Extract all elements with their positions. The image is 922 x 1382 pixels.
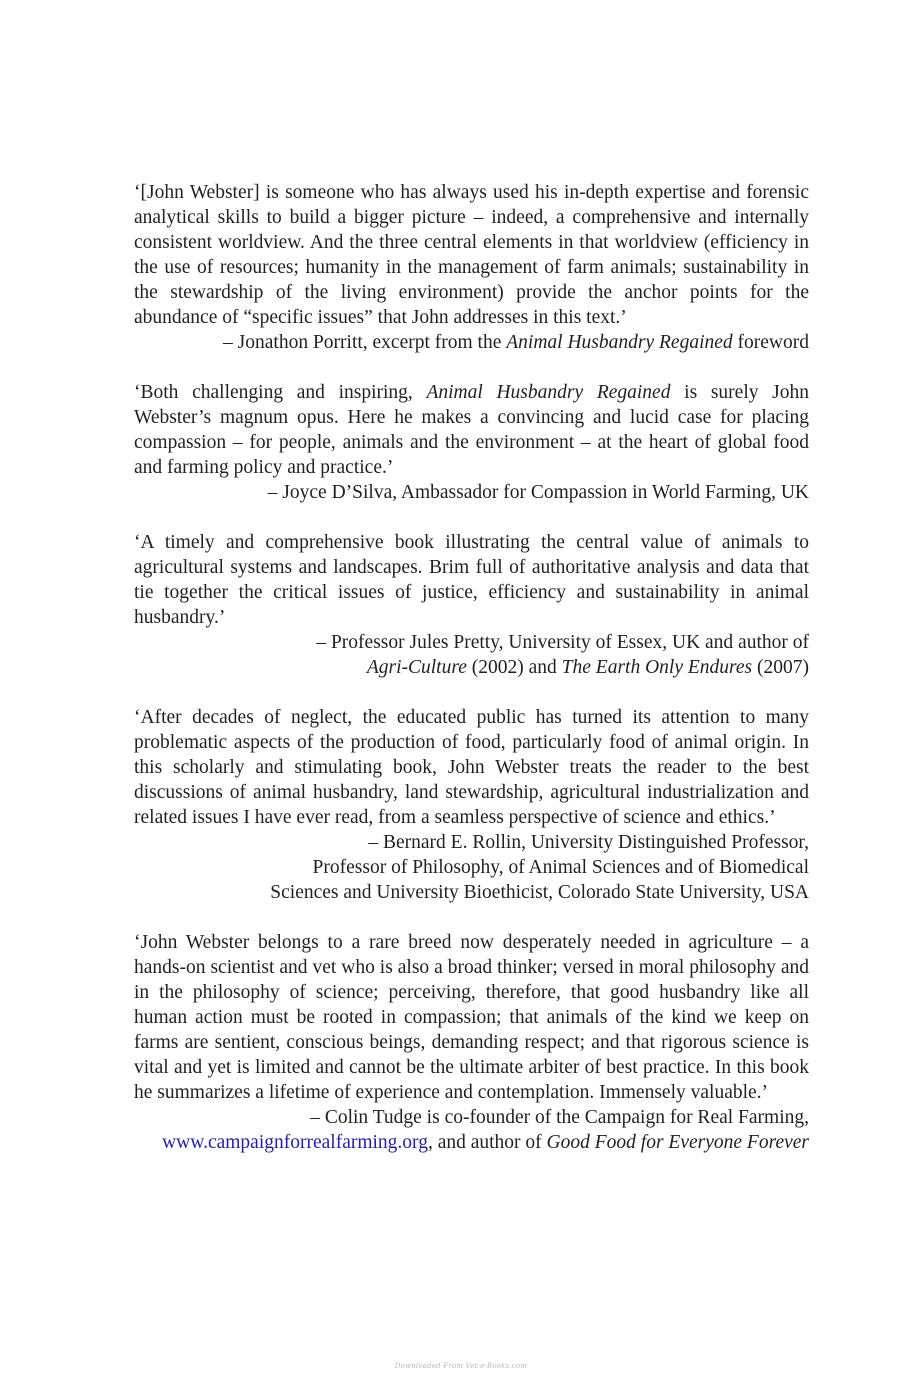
- attribution-text: (2002) and: [466, 657, 562, 678]
- attribution-text: (2007): [752, 657, 809, 678]
- endorsement-attribution: – Joyce D’Silva, Ambassador for Compassion in World Farming, UK: [267, 482, 809, 503]
- quote-text: ‘Both challenging and inspiring,: [134, 382, 427, 403]
- attribution-text: , and author of: [427, 1132, 547, 1153]
- book-title: The Earth Only Endures: [561, 657, 753, 678]
- endorsement-attribution: Professor of Philosophy, of Animal Sciences and of Biomedical: [312, 857, 809, 878]
- endorsement-attribution: – Professor Jules Pretty, University of Essex, UK and author of: [316, 632, 809, 653]
- endorsement-attribution: [134, 1130, 809, 1155]
- endorsement-attribution: – Bernard E. Rollin, University Distinguished Professor,: [368, 832, 809, 853]
- campaign-website-link[interactable]: www.campaignforrealfarming.org: [162, 1132, 428, 1153]
- endorsement-tudge: [134, 930, 809, 1155]
- endorsement-rollin: [134, 705, 809, 905]
- endorsement-quote: ‘A timely and comprehensive book illustrating the central value of animals to agricultural systems and landscapes. Brim full of authoritative analysis and data that tie together the critical issues of justice, efficiency and sustainability in animal husbandry.’: [134, 532, 809, 628]
- endorsement-attribution: [134, 655, 809, 680]
- endorsement-attribution: Sciences and University Bioethicist, Colorado State University, USA: [270, 882, 809, 903]
- endorsement-porritt: [134, 180, 809, 355]
- book-title: Animal Husbandry Regained: [426, 382, 671, 403]
- endorsement-quote: ‘After decades of neglect, the educated public has turned its attention to many problematic aspects of the production of food, particularly food of animal origin. In this scholarly and stimulating book, John Webster treats the reader to the best discussions of animal husbandry, land stewardship, agricultural industrialization and related issues I have ever read, from a seamless perspective of science and ethics.’: [134, 707, 809, 828]
- endorsement-attribution: [134, 330, 809, 355]
- endorsement-attribution: – Colin Tudge is co-founder of the Campaign for Real Farming,: [310, 1107, 809, 1128]
- book-title: Animal Husbandry Regained: [506, 332, 733, 353]
- endorsement-quote: ‘[John Webster] is someone who has always used his in-depth expertise and forensic analytical skills to build a bigger picture – indeed, a comprehensive and internally consistent worldview. And the three central elements in that worldview (efficiency in the use of resources; humanity in the management of farm animals; sustainability in the stewardship of the living environment) provide the anchor points for the abundance of “specific issues” that John addresses in this text.’: [134, 182, 809, 328]
- attribution-text: – Jonathon Porritt, excerpt from the: [223, 332, 507, 353]
- download-watermark: Downloaded From Vet-e-Books.com: [394, 1362, 528, 1370]
- endorsements: [134, 180, 809, 1180]
- endorsement-pretty: [134, 530, 809, 680]
- endorsement-dsilva: [134, 380, 809, 505]
- endorsement-quote: ‘John Webster belongs to a rare breed now desperately needed in agriculture – a hands-on scientist and vet who is also a broad thinker; versed in moral philosophy and in the philosophy of science; perceiving, therefore, that good husbandry like all human action must be rooted in compassion; that animals of the kind we keep on farms are sentient, conscious beings, demanding respect; and that rigorous science is vital and yet is limited and cannot be the ultimate arbiter of best practice. In this book he summarizes a lifetime of experience and contemplation. Immensely valuable.’: [134, 932, 809, 1103]
- endorsement-quote: [134, 380, 809, 480]
- book-title: Agri-Culture: [366, 657, 467, 678]
- book-title: Good Food for Everyone Forever: [546, 1132, 809, 1153]
- quote-text: is surely John Webster’s magnum opus. Here he makes a convincing and lucid case for placing compassion – for people, animals and the environment – at the heart of global food and farming policy and practice.’: [134, 382, 810, 478]
- attribution-text: foreword: [732, 332, 809, 353]
